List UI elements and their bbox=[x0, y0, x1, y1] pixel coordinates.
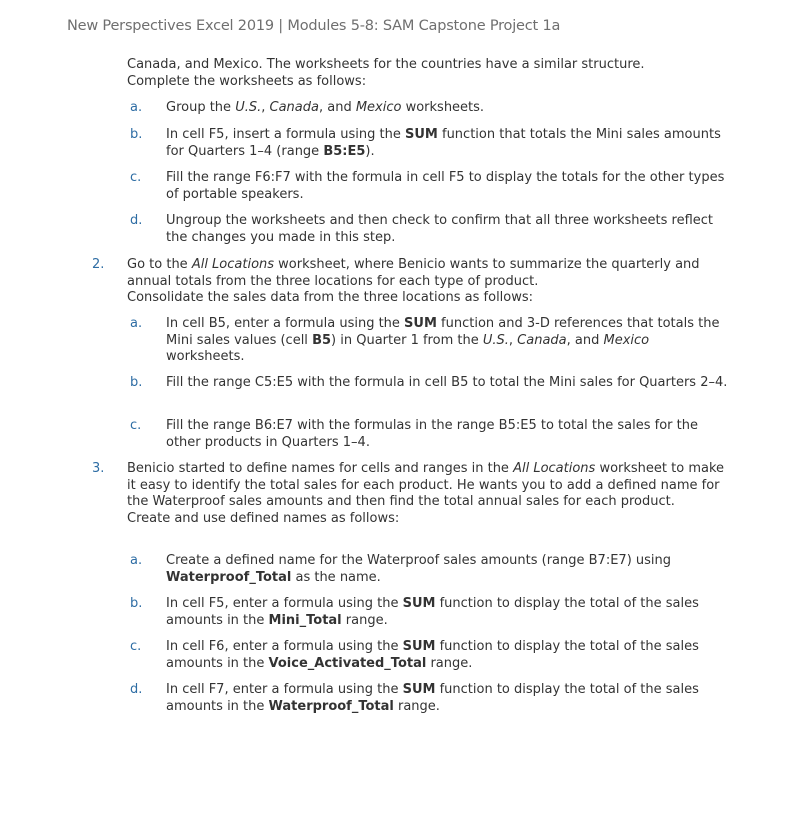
item-letter: c. bbox=[130, 418, 142, 433]
item-letter: d. bbox=[130, 213, 143, 228]
page-header: New Perspectives Excel 2019 | Modules 5-8: SAM Capstone Project 1a bbox=[67, 18, 561, 34]
item-text: In cell F5, enter a formula using the SUM function to display the total of the sales amounts in the Mini_Total range. bbox=[166, 596, 699, 628]
item-text: In cell F6, enter a formula using the SUM function to display the total of the sales amounts in the Voice_Activated_Total range. bbox=[166, 639, 699, 671]
item-letter: c. bbox=[130, 170, 142, 185]
item-letter: a. bbox=[130, 316, 143, 331]
item-text: Ungroup the worksheets and then check to confirm that all three worksheets reflect the changes you made in this step. bbox=[166, 213, 714, 245]
intro-paragraph bbox=[127, 57, 727, 90]
item-letter: b. bbox=[130, 127, 143, 142]
step-number: 2. bbox=[92, 257, 105, 272]
item-text: Fill the range B6:E7 with the formulas in the range B5:E5 to total the sales for the other products in Quarters 1–4. bbox=[166, 418, 698, 450]
intro-line: Complete the worksheets as follows: bbox=[127, 73, 367, 89]
item-text: In cell F7, enter a formula using the SUM function to display the total of the sales amounts in the Waterproof_Total range. bbox=[166, 682, 699, 714]
item-text: Fill the range C5:E5 with the formula in cell B5 to total the Mini sales for Quarters 2–4. bbox=[166, 375, 728, 390]
item-text: Group the U.S., Canada, and Mexico worksheets. bbox=[166, 100, 485, 115]
step-number: 3. bbox=[92, 461, 105, 476]
item-text: Create a defined name for the Waterproof sales amounts (range B7:E7) using Waterproof_Total as the name. bbox=[166, 553, 672, 585]
step-text: Benicio started to define names for cells and ranges in the All Locations worksheet to make it easy to identify the total sales for each product. He wants you to add a defined name for the Waterproof sales amounts and then find the total annual sales for each product. Create and use defined names as follows: bbox=[127, 461, 725, 526]
item-letter: b. bbox=[130, 596, 143, 611]
item-letter: a. bbox=[130, 100, 143, 115]
item-text: In cell F5, insert a formula using the SUM function that totals the Mini sales amounts for Quarters 1–4 (range B5:E5). bbox=[166, 127, 721, 159]
item-text: In cell B5, enter a formula using the SUM function and 3-D references that totals the Mini sales values (cell B5) in Quarter 1 from the U.S., Canada, and Mexico worksheets. bbox=[166, 316, 720, 364]
item-letter: d. bbox=[130, 682, 143, 697]
item-letter: c. bbox=[130, 639, 142, 654]
intro-line: Canada, and Mexico. The worksheets for the countries have a similar structure. bbox=[127, 57, 645, 72]
item-letter: a. bbox=[130, 553, 143, 568]
item-text: Fill the range F6:F7 with the formula in cell F5 to display the totals for the other types of portable speakers. bbox=[166, 170, 725, 202]
item-letter: b. bbox=[130, 375, 143, 390]
step-text: Go to the All Locations worksheet, where Benicio wants to summarize the quarterly and annual totals from the three locations for each type of product. Consolidate the sales data from the three locations as follows: bbox=[127, 257, 700, 305]
